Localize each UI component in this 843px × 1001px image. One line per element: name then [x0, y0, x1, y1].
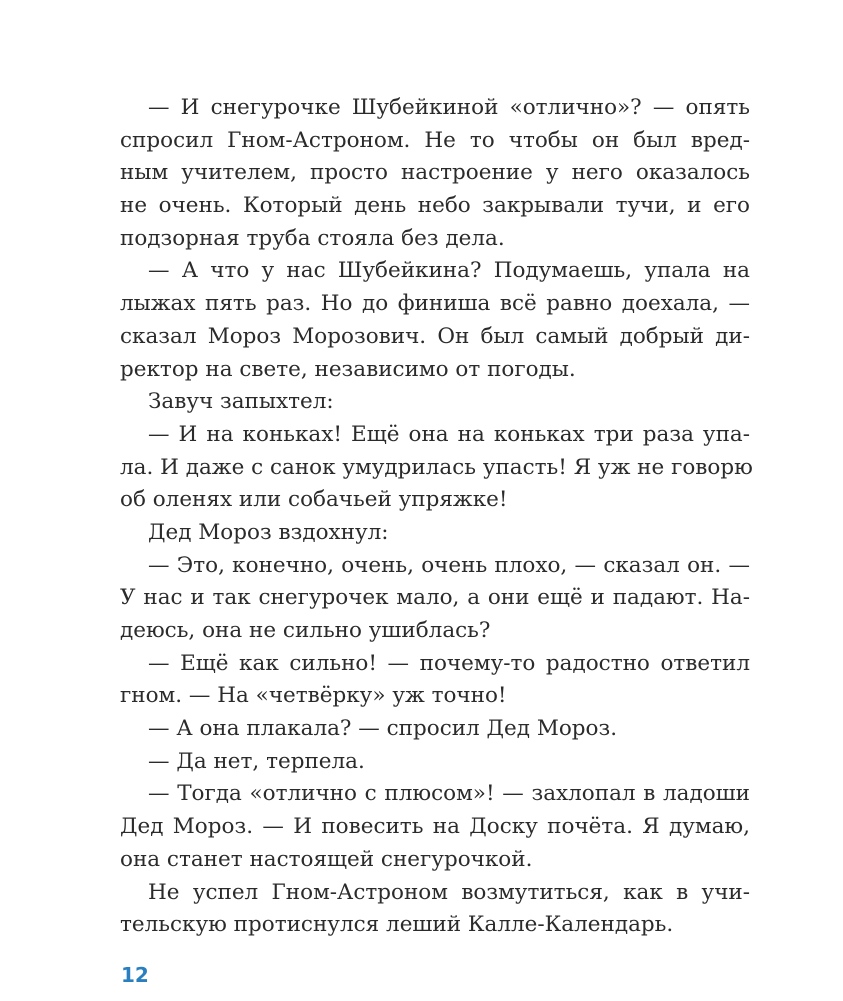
text-line: — А она плакала? — спросил Дед Мороз. [148, 716, 618, 742]
text-line: она станет настоящей снегурочкой. [120, 846, 533, 872]
text-line: спросил Гном-Астроном. Не то чтобы он был вред- [120, 127, 750, 153]
page-number: 12 [121, 963, 149, 987]
text-line: — Тогда «отлично с плюсом»! — захлопал в ладоши [148, 781, 750, 807]
text-line: — Это, конечно, очень, очень плохо, — сказал он. — [148, 552, 750, 578]
text-line: — И на коньках! Ещё она на коньках три раза упа- [148, 421, 750, 447]
text-line: Дед Мороз вздохнул: [148, 519, 389, 545]
text-line: — Ещё как сильно! — почему-то радостно ответил [148, 650, 750, 676]
text-line: лыжах пять раз. Но до финиша всё равно доехала, — [120, 291, 750, 317]
text-line: деюсь, она не сильно ушиблась? [120, 618, 491, 643]
text-line: Не успел Гном-Астроном возмутиться, как в учи- [148, 879, 750, 905]
text-line: сказал Мороз Морозович. Он был самый добрый ди- [120, 323, 750, 349]
text-line: У нас и так снегурочек мало, а они ещё и падают. На- [120, 585, 750, 611]
text-line: — И снегурочке Шубейкиной «отлично»? — опять [148, 95, 750, 120]
text-line: — Да нет, терпела. [148, 748, 365, 774]
text-line: гном. — На «четвёрку» уж точно! [120, 683, 507, 709]
text-line: не очень. Который день небо закрывали тучи, и его [120, 193, 750, 219]
text-line: ным учителем, просто настроение у него оказалось [120, 160, 750, 186]
text-line: тельскую протиснулся леший Калле-Календарь. [120, 912, 674, 938]
text-line: подзорная труба стояла без дела. [120, 225, 505, 251]
text-line: Дед Мороз. — И повесить на Доску почёта. Я думаю, [120, 814, 750, 840]
text-line: ла. И даже с санок умудрилась упасть! Я уж не говорю [120, 454, 753, 480]
text-line: ректор на свете, независимо от погоды. [120, 356, 576, 382]
text-line: Завуч запыхтел: [148, 389, 334, 415]
body-text [120, 92, 753, 942]
text-line: — А что у нас Шубейкина? Подумаешь, упала на [148, 258, 750, 284]
text-line: об оленях или собачьей упряжке! [120, 487, 508, 513]
